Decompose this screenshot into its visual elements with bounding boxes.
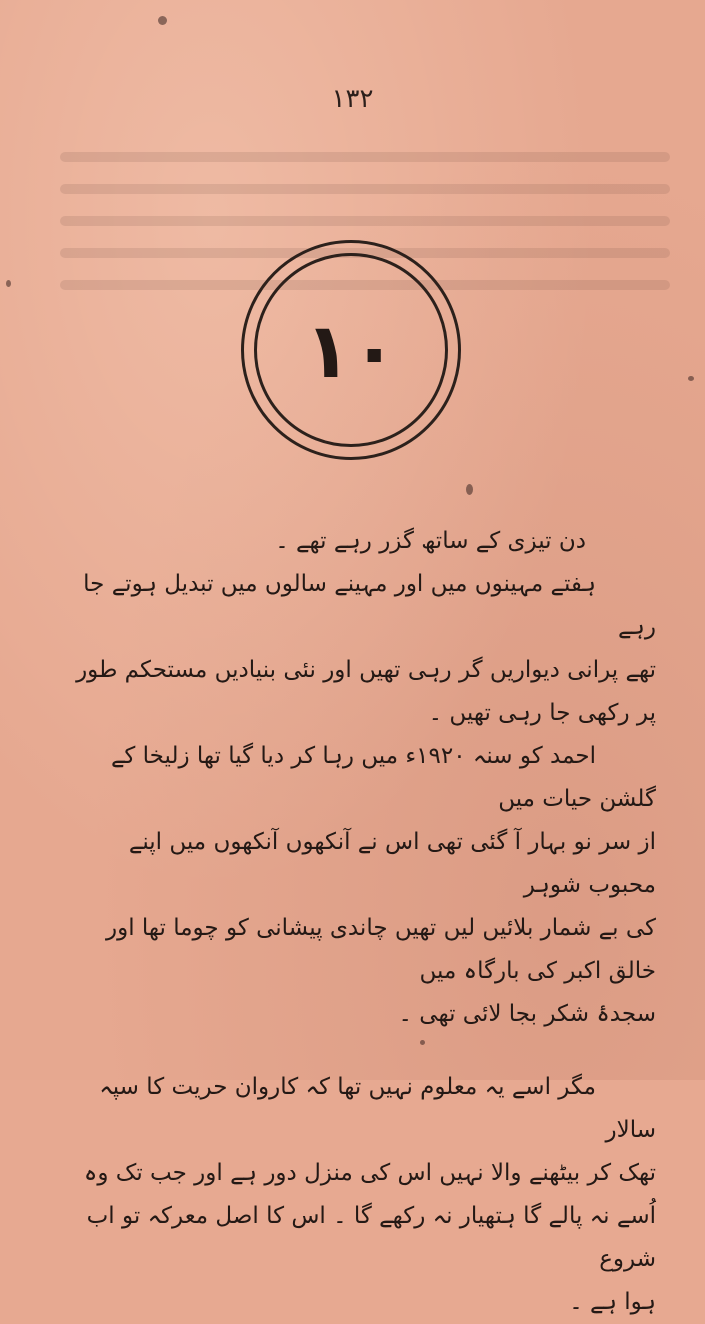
paragraph-line: تھے پرانی دیواریں گر رہی تھیں اور نئی بنیادیں مستحکم طور پر رکھی جا رہی تھیں ۔ <box>76 657 656 726</box>
paragraph-line: سجدۂ شکر بجا لائی تھی ۔ <box>398 1001 656 1027</box>
chapter-emblem-inner-ring <box>254 253 448 447</box>
paragraph-line: از سر نو بہار آ گئی تھی اس نے آنکھوں آنکھوں میں اپنے محبوب شوہر <box>128 829 656 898</box>
page-number: ۱۳۲ <box>331 84 374 114</box>
paragraph-line: اُسے نہ پالے گا ہتھیار نہ رکھے گا ۔ اس کا اصل معرکہ تو اب شروع <box>86 1203 656 1272</box>
paper-speck <box>466 484 473 495</box>
chapter-emblem <box>241 240 461 460</box>
paper-speck <box>6 280 11 287</box>
paper-speck <box>688 376 694 381</box>
paragraph-line: احمد کو سنہ ۱۹۲۰ء میں رہا کر دیا گیا تھا زلیخا کے گلشن حیات میں <box>110 743 656 812</box>
paragraph-gap <box>56 1036 656 1066</box>
chapter-body-text <box>56 520 656 1324</box>
paragraph-line: ہوا ہے ۔ <box>569 1289 656 1315</box>
paragraph-line: دن تیزی کے ساتھ گزر رہے تھے ۔ <box>275 528 586 554</box>
paragraph-line: ہفتے مہینوں میں اور مہینے سالوں میں تبدیل ہوتے جا رہے <box>83 571 656 640</box>
paper-speck <box>158 16 167 25</box>
paragraph-line: تھک کر بیٹھنے والا نہیں اس کی منزل دور ہے اور جب تک وہ <box>83 1160 656 1186</box>
paragraph-line: مگر اسے یہ معلوم نہیں تھا کہ کاروان حریت کا سپہ سالار <box>99 1074 656 1143</box>
paragraph-line: کی بے شمار بلائیں لیں تھیں چاندی پیشانی کو چوما تھا اور خالق اکبر کی بارگاہ میں <box>105 915 656 984</box>
chapter-number: ۱۰ <box>304 305 398 395</box>
paper-speck <box>420 1040 425 1045</box>
